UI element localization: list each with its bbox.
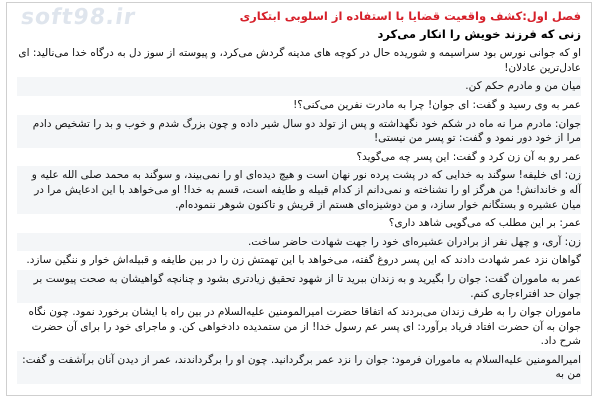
paragraph: زن: ای خلیفه! سوگند به خدایی که در پشت پرده نور نهان است و هیچ دیده‌ای او را نمی‌بیند، و سوگند به محمد صلی الله علیه و آله و خاندانش! من هرگز او را نشناخته و نمی‌دانم از کدام قبیله و طایفه است، قسم به خدا! او می‌خواهد با این ادعایش مرا در میان عشیره و بستگانم خوار سازد، و من دوشیزه‌ای هستم از قریش و تاکنون شوهر ننموده‌ام. bbox=[17, 166, 581, 214]
paragraph: گواهان نزد عمر شهادت دادند که این پسر دروغ گفته، می‌خواهد با این تهمتش زن را در بین طایفه و قبیله‌اش خوار و ننگین سازد. bbox=[26, 254, 581, 267]
paragraph: ماموران جوان را به طرف زندان می‌بردند که اتفاقا حضرت امیرالمومنین علیه‌السلام در بین راه با ایشان برخورد نمود. چون نگاه جوان به آن حضرت افتاد فریاد برآورد: ای پسر عم رسول خدا! از من ستمدیده دادخواهی کن. و ماجرای خود را برای آن حضرت شرح داد. bbox=[28, 306, 581, 348]
paragraph: زن: آری، و چهل نفر از برادران عشیره‌ای خود را جهت شهادت حاضر ساخت. bbox=[17, 233, 581, 252]
paragraph: عمر: بر این مطلب که می‌گویی شاهد داری؟ bbox=[388, 217, 581, 230]
paragraph: عمر به وی رسید و گفت: ای جوان! چرا به مادرت نفرین می‌کنی؟! bbox=[293, 98, 581, 111]
paragraph: عمر به ماموران گفت: جوان را بگیرید و به زندان ببرید تا از شهود تحقیق زیادتری بشود و چنانچه گواهیشان به صحت پیوست بر جوان حد افتراءجاری کنم. bbox=[17, 270, 581, 303]
paragraph: عمر رو به آن زن کرد و گفت: این پسر چه می‌گوید؟ bbox=[356, 150, 581, 163]
watermark: soft98.ir bbox=[19, 5, 138, 30]
document-body bbox=[7, 3, 591, 384]
paragraph: امیرالمومنین علیه‌السلام به ماموران فرمود: جوان را نزد عمر برگردانید. چون او را برگرداندند، عمر از دیدن آنان برآشفت و گفت: من به bbox=[17, 351, 581, 384]
document-page bbox=[6, 2, 592, 396]
paragraph: میان من و مادرم حکم کن. bbox=[17, 77, 581, 96]
paragraph: او که جوانی نورس بود سراسیمه و شوریده حال در کوچه های مدینه گردش می‌کرد، و پیوسته از سوز دل به درگاه خدا می‌نالید: ای عادل‌ترین عادلان! bbox=[18, 47, 581, 74]
section-title: زنی که فرزند خویش را انکار می‌کرد bbox=[377, 26, 581, 41]
paragraph: جوان: مادرم مرا نه ماه در شکم خود نگهداشته و پس از تولد دو سال شیر داده و چون بزرگ شدم و خوب و بد را تشخیص دادم مرا از خود دور نمود و گفت: تو پسر من نیستی! bbox=[17, 115, 581, 148]
chapter-title: فصل اول:کشف واقعیت قضایا با استفاده از اسلوبی ابتکاری bbox=[239, 9, 581, 23]
